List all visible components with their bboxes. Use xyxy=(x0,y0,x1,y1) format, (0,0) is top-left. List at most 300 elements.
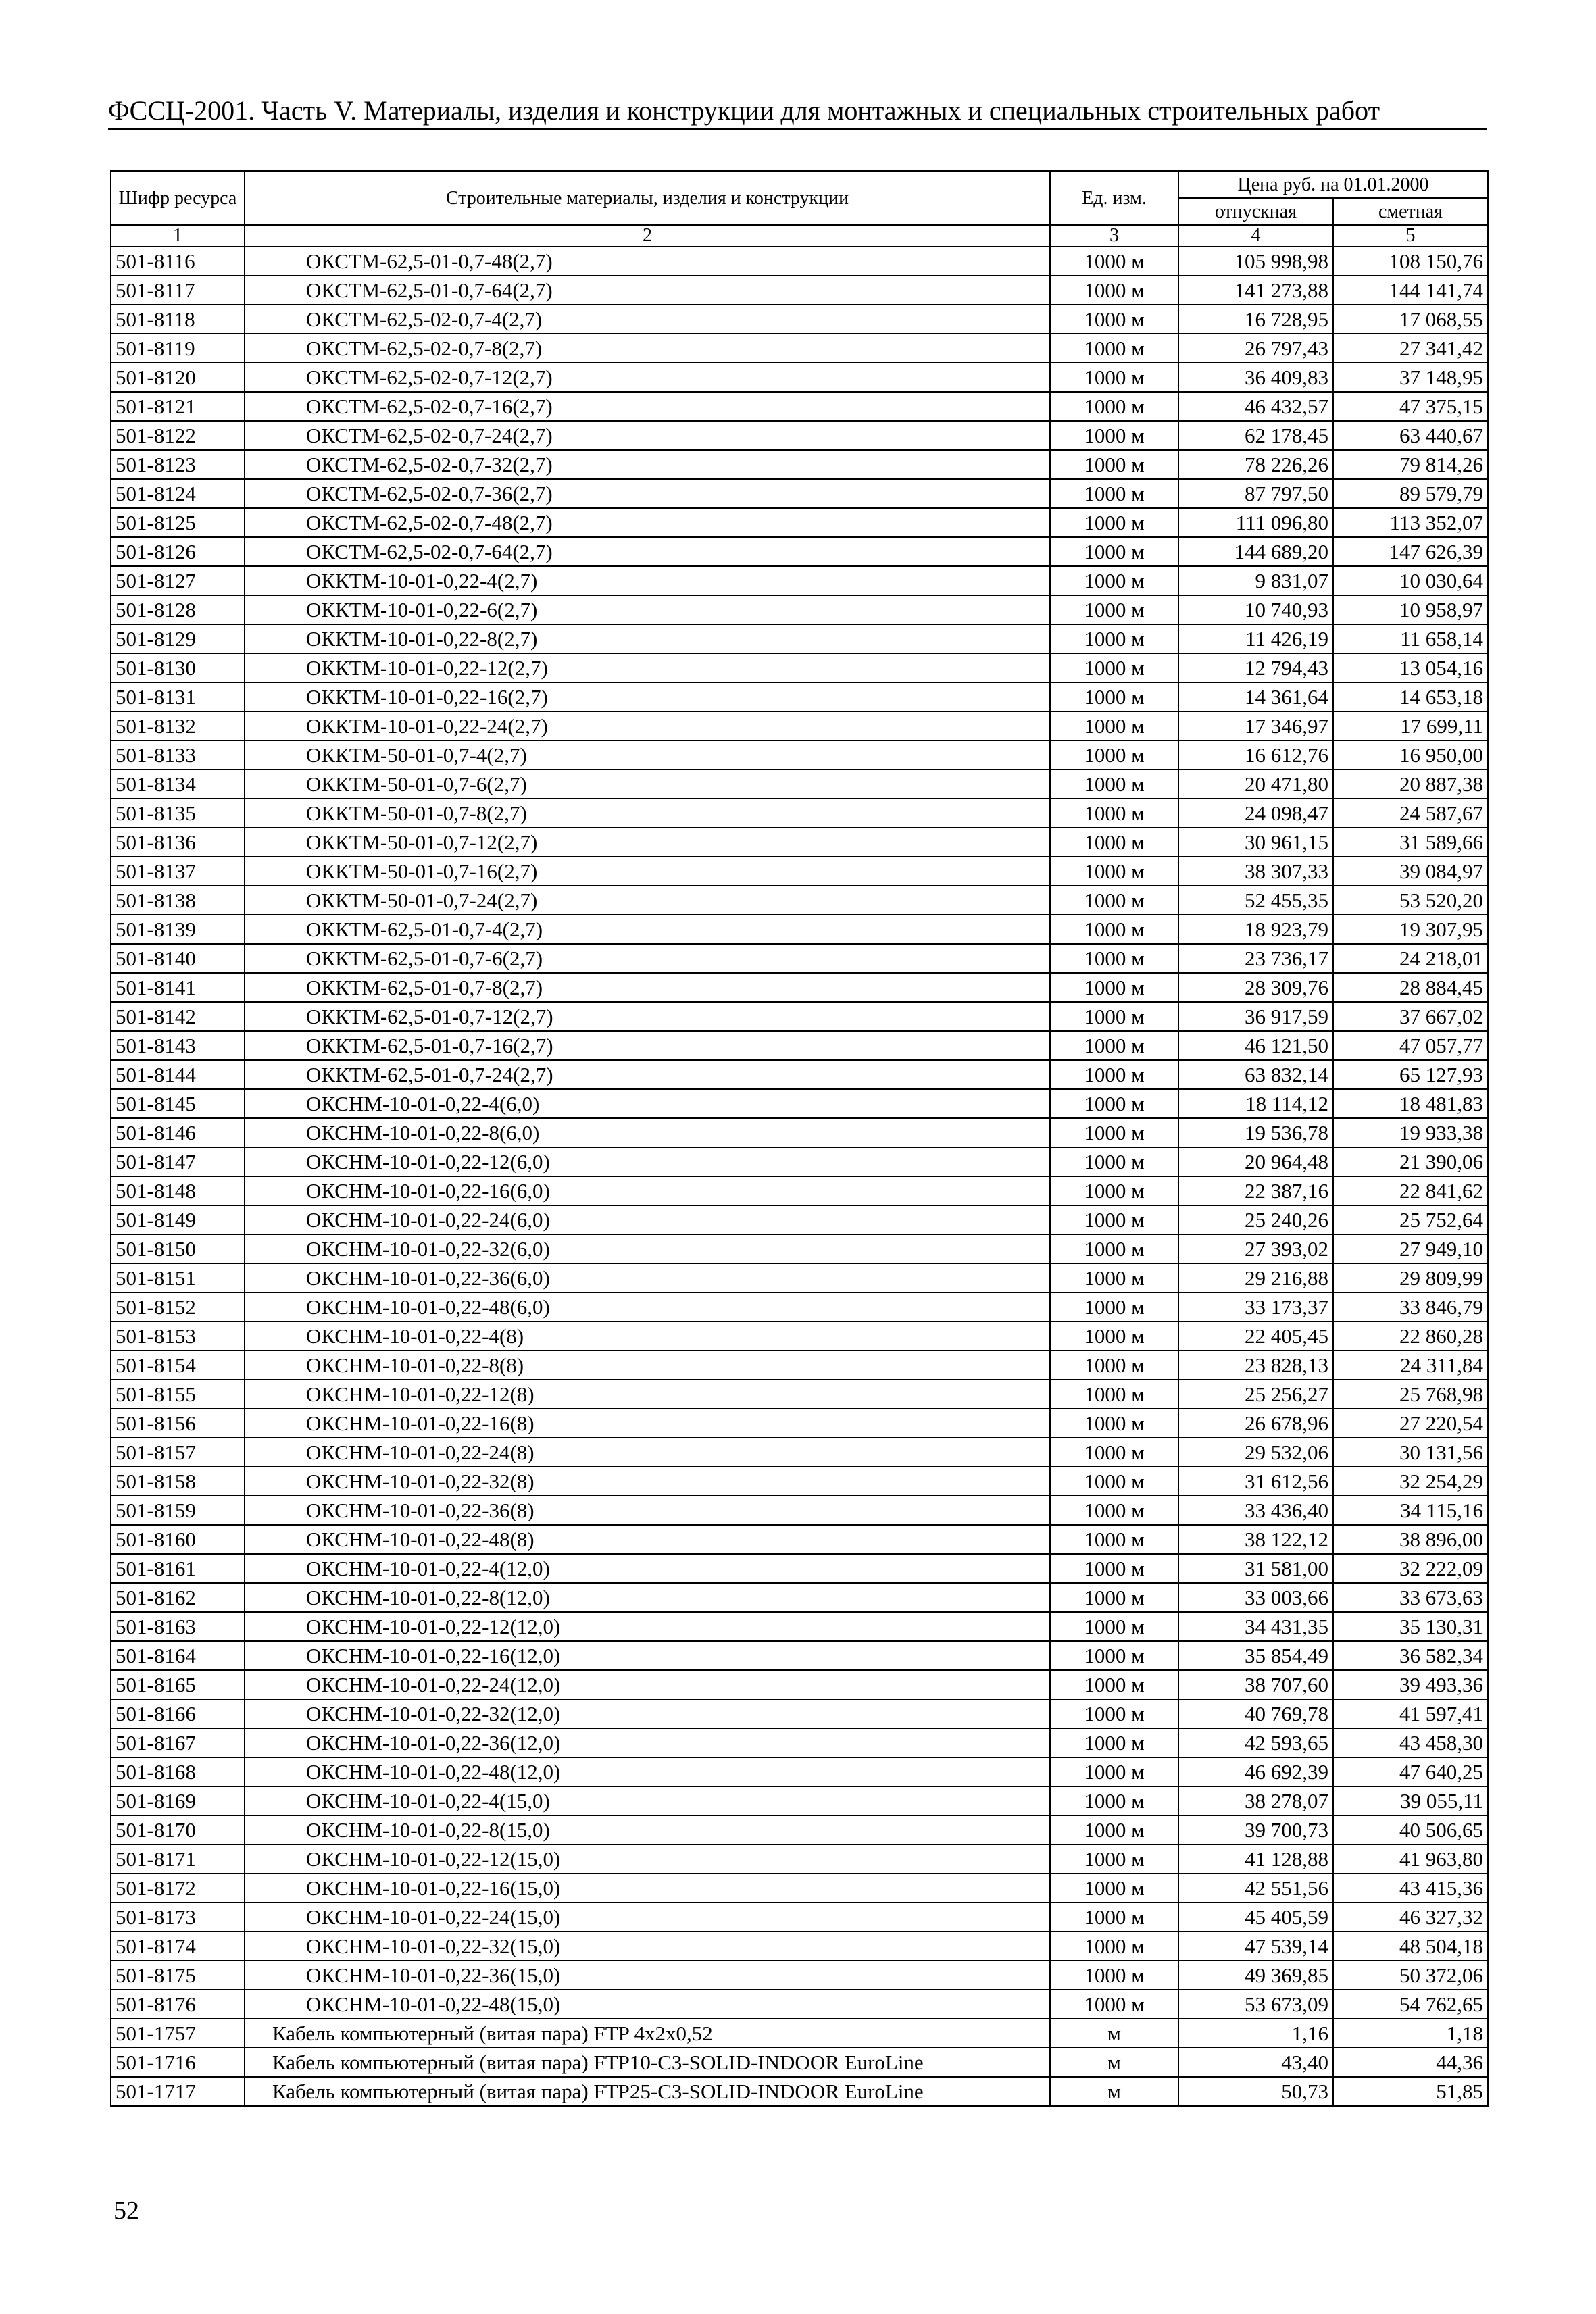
table-row xyxy=(111,1234,1488,1263)
resource-code-cell: 501-8167 xyxy=(111,1728,245,1757)
resource-code-cell: 501-8142 xyxy=(111,1002,245,1031)
unit-cell: 1000 м xyxy=(1050,1583,1178,1612)
resource-code-cell: 501-8168 xyxy=(111,1757,245,1786)
table-row xyxy=(111,392,1488,421)
estimate-price-cell: 40 506,65 xyxy=(1333,1815,1488,1844)
table-row xyxy=(111,1815,1488,1844)
release-price-cell: 62 178,45 xyxy=(1178,421,1333,450)
release-price-cell: 10 740,93 xyxy=(1178,595,1333,624)
table-row xyxy=(111,537,1488,566)
resource-code-cell: 501-8163 xyxy=(111,1612,245,1641)
unit-cell: 1000 м xyxy=(1050,247,1178,276)
unit-cell: 1000 м xyxy=(1050,1728,1178,1757)
material-name-cell: ОКСНМ-10-01-0,22-16(8) xyxy=(245,1409,1050,1438)
estimate-price-cell: 32 254,29 xyxy=(1333,1467,1488,1496)
estimate-price-cell: 47 640,25 xyxy=(1333,1757,1488,1786)
release-price-cell: 29 532,06 xyxy=(1178,1438,1333,1467)
resource-code-cell: 501-8123 xyxy=(111,450,245,479)
material-name-cell: ОКСНМ-10-01-0,22-32(8) xyxy=(245,1467,1050,1496)
resource-code-cell: 501-8126 xyxy=(111,537,245,566)
material-name-cell: ОКСНМ-10-01-0,22-48(8) xyxy=(245,1525,1050,1554)
unit-cell: 1000 м xyxy=(1050,1176,1178,1205)
estimate-price-cell: 17 068,55 xyxy=(1333,305,1488,334)
estimate-price-cell: 35 130,31 xyxy=(1333,1612,1488,1641)
release-price-cell: 141 273,88 xyxy=(1178,276,1333,305)
estimate-price-cell: 41 597,41 xyxy=(1333,1699,1488,1728)
unit-cell: 1000 м xyxy=(1050,1903,1178,1932)
estimate-price-cell: 50 372,06 xyxy=(1333,1961,1488,1990)
material-name-cell: ОККТМ-10-01-0,22-6(2,7) xyxy=(245,595,1050,624)
release-price-cell: 33 003,66 xyxy=(1178,1583,1333,1612)
release-price-cell: 46 692,39 xyxy=(1178,1757,1333,1786)
material-name-cell: ОКСНМ-10-01-0,22-24(15,0) xyxy=(245,1903,1050,1932)
table-row xyxy=(111,247,1488,276)
material-name-cell: ОКСНМ-10-01-0,22-16(12,0) xyxy=(245,1641,1050,1670)
estimate-price-cell: 34 115,16 xyxy=(1333,1496,1488,1525)
unit-cell: 1000 м xyxy=(1050,770,1178,799)
release-price-cell: 29 216,88 xyxy=(1178,1263,1333,1292)
table-row xyxy=(111,334,1488,363)
unit-cell: 1000 м xyxy=(1050,566,1178,595)
release-price-cell: 38 122,12 xyxy=(1178,1525,1333,1554)
resource-code-cell: 501-1717 xyxy=(111,2077,245,2106)
resource-code-cell: 501-8119 xyxy=(111,334,245,363)
table-row xyxy=(111,1292,1488,1322)
release-price-cell: 1,16 xyxy=(1178,2019,1333,2048)
material-name-cell: ОКСНМ-10-01-0,22-16(6,0) xyxy=(245,1176,1050,1205)
material-name-cell: ОКСНМ-10-01-0,22-32(6,0) xyxy=(245,1234,1050,1263)
release-price-cell: 105 998,98 xyxy=(1178,247,1333,276)
resource-code-cell: 501-8150 xyxy=(111,1234,245,1263)
estimate-price-cell: 1,18 xyxy=(1333,2019,1488,2048)
resource-code-cell: 501-8136 xyxy=(111,828,245,857)
table-row xyxy=(111,1844,1488,1873)
table-row xyxy=(111,595,1488,624)
table-row xyxy=(111,624,1488,653)
material-name-cell: Кабель компьютерный (витая пара) FTP 4х2х0,52 xyxy=(245,2019,1050,2048)
unit-cell: 1000 м xyxy=(1050,624,1178,653)
table-row xyxy=(111,508,1488,537)
unit-cell: 1000 м xyxy=(1050,1380,1178,1409)
resource-code-cell: 501-1757 xyxy=(111,2019,245,2048)
resource-code-cell: 501-8121 xyxy=(111,392,245,421)
release-price-cell: 18 923,79 xyxy=(1178,915,1333,944)
release-price-cell: 20 964,48 xyxy=(1178,1147,1333,1176)
table-row xyxy=(111,2048,1488,2077)
resource-code-cell: 501-8131 xyxy=(111,682,245,711)
unit-cell: 1000 м xyxy=(1050,857,1178,886)
release-price-cell: 53 673,09 xyxy=(1178,1990,1333,2019)
release-price-cell: 14 361,64 xyxy=(1178,682,1333,711)
material-name-cell: ОКСТМ-62,5-02-0,7-12(2,7) xyxy=(245,363,1050,392)
resource-code-cell: 501-8116 xyxy=(111,247,245,276)
estimate-price-cell: 37 148,95 xyxy=(1333,363,1488,392)
unit-cell: 1000 м xyxy=(1050,1844,1178,1873)
release-price-cell: 18 114,12 xyxy=(1178,1089,1333,1118)
release-price-cell: 42 551,56 xyxy=(1178,1873,1333,1903)
release-price-cell: 38 307,33 xyxy=(1178,857,1333,886)
unit-cell: 1000 м xyxy=(1050,363,1178,392)
table-row xyxy=(111,1060,1488,1089)
material-name-cell: ОКСНМ-10-01-0,22-36(12,0) xyxy=(245,1728,1050,1757)
material-name-cell: ОККТМ-62,5-01-0,7-16(2,7) xyxy=(245,1031,1050,1060)
release-price-cell: 26 678,96 xyxy=(1178,1409,1333,1438)
material-name-cell: ОКСТМ-62,5-02-0,7-24(2,7) xyxy=(245,421,1050,450)
estimate-price-cell: 54 762,65 xyxy=(1333,1990,1488,2019)
material-name-cell: ОККТМ-62,5-01-0,7-12(2,7) xyxy=(245,1002,1050,1031)
release-price-cell: 46 432,57 xyxy=(1178,392,1333,421)
material-name-cell: ОКСНМ-10-01-0,22-12(12,0) xyxy=(245,1612,1050,1641)
estimate-price-cell: 18 481,83 xyxy=(1333,1089,1488,1118)
table-row xyxy=(111,1699,1488,1728)
material-name-cell: ОКСНМ-10-01-0,22-36(8) xyxy=(245,1496,1050,1525)
material-name-cell: ОКСНМ-10-01-0,22-32(12,0) xyxy=(245,1699,1050,1728)
table-row xyxy=(111,857,1488,886)
table-row xyxy=(111,1438,1488,1467)
unit-cell: 1000 м xyxy=(1050,1932,1178,1961)
resource-code-cell: 501-8175 xyxy=(111,1961,245,1990)
estimate-price-cell: 144 141,74 xyxy=(1333,276,1488,305)
resource-code-cell: 501-8152 xyxy=(111,1292,245,1322)
release-price-cell: 22 387,16 xyxy=(1178,1176,1333,1205)
table-row xyxy=(111,1670,1488,1699)
estimate-price-cell: 22 860,28 xyxy=(1333,1322,1488,1351)
material-name-cell: ОКСНМ-10-01-0,22-48(6,0) xyxy=(245,1292,1050,1322)
material-name-cell: ОКСТМ-62,5-01-0,7-64(2,7) xyxy=(245,276,1050,305)
release-price-cell: 20 471,80 xyxy=(1178,770,1333,799)
estimate-price-cell: 32 222,09 xyxy=(1333,1554,1488,1583)
table-row xyxy=(111,1467,1488,1496)
material-name-cell: ОКСНМ-10-01-0,22-4(12,0) xyxy=(245,1554,1050,1583)
resource-code-cell: 501-8127 xyxy=(111,566,245,595)
material-name-cell: ОККТМ-50-01-0,7-16(2,7) xyxy=(245,857,1050,886)
unit-cell: 1000 м xyxy=(1050,1118,1178,1147)
page-number: 52 xyxy=(114,2196,139,2225)
material-name-cell: ОКСНМ-10-01-0,22-4(15,0) xyxy=(245,1786,1050,1815)
table-row xyxy=(111,2077,1488,2106)
release-price-cell: 25 240,26 xyxy=(1178,1205,1333,1234)
table-row xyxy=(111,566,1488,595)
release-price-cell: 42 593,65 xyxy=(1178,1728,1333,1757)
unit-cell: 1000 м xyxy=(1050,1205,1178,1234)
resource-code-cell: 501-8165 xyxy=(111,1670,245,1699)
resource-code-cell: 501-8120 xyxy=(111,363,245,392)
release-price-cell: 38 278,07 xyxy=(1178,1786,1333,1815)
estimate-price-cell: 36 582,34 xyxy=(1333,1641,1488,1670)
material-name-cell: ОКСНМ-10-01-0,22-48(12,0) xyxy=(245,1757,1050,1786)
resource-code-cell: 501-8130 xyxy=(111,653,245,682)
resource-code-cell: 501-8128 xyxy=(111,595,245,624)
material-name-cell: ОКСТМ-62,5-02-0,7-16(2,7) xyxy=(245,392,1050,421)
table-row xyxy=(111,1496,1488,1525)
material-name-cell: ОКСНМ-10-01-0,22-32(15,0) xyxy=(245,1932,1050,1961)
table-row xyxy=(111,276,1488,305)
table-row xyxy=(111,1961,1488,1990)
table-row xyxy=(111,1932,1488,1961)
resource-code-cell: 501-8157 xyxy=(111,1438,245,1467)
resource-code-cell: 501-8146 xyxy=(111,1118,245,1147)
unit-cell: 1000 м xyxy=(1050,392,1178,421)
unit-cell: 1000 м xyxy=(1050,944,1178,973)
estimate-price-cell: 13 054,16 xyxy=(1333,653,1488,682)
estimate-price-cell: 108 150,76 xyxy=(1333,247,1488,276)
resource-code-cell: 501-8147 xyxy=(111,1147,245,1176)
table-row xyxy=(111,1205,1488,1234)
estimate-price-cell: 29 809,99 xyxy=(1333,1263,1488,1292)
estimate-price-cell: 24 218,01 xyxy=(1333,944,1488,973)
estimate-price-cell: 10 030,64 xyxy=(1333,566,1488,595)
release-price-cell: 46 121,50 xyxy=(1178,1031,1333,1060)
material-name-cell: ОКСНМ-10-01-0,22-12(6,0) xyxy=(245,1147,1050,1176)
resource-code-cell: 501-8154 xyxy=(111,1351,245,1380)
table-row xyxy=(111,1002,1488,1031)
estimate-price-cell: 147 626,39 xyxy=(1333,537,1488,566)
release-price-cell: 31 581,00 xyxy=(1178,1554,1333,1583)
table-row xyxy=(111,363,1488,392)
unit-cell: 1000 м xyxy=(1050,1467,1178,1496)
release-price-cell: 43,40 xyxy=(1178,2048,1333,2077)
unit-cell: м xyxy=(1050,2077,1178,2106)
page-header-title: ФССЦ-2001. Часть V. Материалы, изделия и конструкции для монтажных и специальных строительных работ xyxy=(108,95,1487,130)
material-name-cell: ОКСНМ-10-01-0,22-8(8) xyxy=(245,1351,1050,1380)
unit-cell: 1000 м xyxy=(1050,334,1178,363)
material-name-cell: ОКСТМ-62,5-02-0,7-64(2,7) xyxy=(245,537,1050,566)
unit-cell: 1000 м xyxy=(1050,799,1178,828)
resource-code-cell: 501-8153 xyxy=(111,1322,245,1351)
table-row xyxy=(111,1031,1488,1060)
estimate-price-cell: 39 084,97 xyxy=(1333,857,1488,886)
unit-cell: м xyxy=(1050,2019,1178,2048)
estimate-price-cell: 41 963,80 xyxy=(1333,1844,1488,1873)
resource-code-cell: 501-8124 xyxy=(111,479,245,508)
estimate-price-cell: 37 667,02 xyxy=(1333,1002,1488,1031)
estimate-price-cell: 38 896,00 xyxy=(1333,1525,1488,1554)
resource-code-cell: 501-8138 xyxy=(111,886,245,915)
material-name-cell: ОККТМ-10-01-0,22-12(2,7) xyxy=(245,653,1050,682)
resource-code-cell: 501-8137 xyxy=(111,857,245,886)
release-price-cell: 16 612,76 xyxy=(1178,740,1333,770)
table-row xyxy=(111,944,1488,973)
header-name: Строительные материалы, изделия и конструкции xyxy=(245,171,1050,225)
unit-cell: м xyxy=(1050,2048,1178,2077)
unit-cell: 1000 м xyxy=(1050,1438,1178,1467)
unit-cell: 1000 м xyxy=(1050,1351,1178,1380)
unit-cell: 1000 м xyxy=(1050,828,1178,857)
unit-cell: 1000 м xyxy=(1050,508,1178,537)
table-row xyxy=(111,740,1488,770)
unit-cell: 1000 м xyxy=(1050,421,1178,450)
material-name-cell: ОККТМ-50-01-0,7-6(2,7) xyxy=(245,770,1050,799)
release-price-cell: 38 707,60 xyxy=(1178,1670,1333,1699)
resource-code-cell: 501-8155 xyxy=(111,1380,245,1409)
material-name-cell: ОКСНМ-10-01-0,22-36(15,0) xyxy=(245,1961,1050,1990)
material-name-cell: ОКСНМ-10-01-0,22-4(6,0) xyxy=(245,1089,1050,1118)
table-row xyxy=(111,915,1488,944)
table-row xyxy=(111,1873,1488,1903)
material-name-cell: ОКСНМ-10-01-0,22-12(15,0) xyxy=(245,1844,1050,1873)
table-row xyxy=(111,1147,1488,1176)
resource-code-cell: 501-8125 xyxy=(111,508,245,537)
release-price-cell: 25 256,27 xyxy=(1178,1380,1333,1409)
material-name-cell: ОКСНМ-10-01-0,22-36(6,0) xyxy=(245,1263,1050,1292)
estimate-price-cell: 65 127,93 xyxy=(1333,1060,1488,1089)
estimate-price-cell: 25 752,64 xyxy=(1333,1205,1488,1234)
table-row xyxy=(111,653,1488,682)
material-name-cell: ОККТМ-10-01-0,22-8(2,7) xyxy=(245,624,1050,653)
unit-cell: 1000 м xyxy=(1050,1641,1178,1670)
estimate-price-cell: 28 884,45 xyxy=(1333,973,1488,1002)
estimate-price-cell: 24 587,67 xyxy=(1333,799,1488,828)
estimate-price-cell: 20 887,38 xyxy=(1333,770,1488,799)
unit-cell: 1000 м xyxy=(1050,915,1178,944)
table-row xyxy=(111,1612,1488,1641)
table-row xyxy=(111,711,1488,740)
column-number: 5 xyxy=(1333,225,1488,247)
release-price-cell: 36 917,59 xyxy=(1178,1002,1333,1031)
unit-cell: 1000 м xyxy=(1050,305,1178,334)
unit-cell: 1000 м xyxy=(1050,1786,1178,1815)
table-row xyxy=(111,450,1488,479)
material-name-cell: ОКСНМ-10-01-0,22-16(15,0) xyxy=(245,1873,1050,1903)
release-price-cell: 31 612,56 xyxy=(1178,1467,1333,1496)
table-row xyxy=(111,1089,1488,1118)
resource-code-cell: 501-8122 xyxy=(111,421,245,450)
release-price-cell: 23 736,17 xyxy=(1178,944,1333,973)
resource-code-cell: 501-8133 xyxy=(111,740,245,770)
unit-cell: 1000 м xyxy=(1050,1292,1178,1322)
unit-cell: 1000 м xyxy=(1050,886,1178,915)
unit-cell: 1000 м xyxy=(1050,1554,1178,1583)
unit-cell: 1000 м xyxy=(1050,653,1178,682)
resource-code-cell: 501-8173 xyxy=(111,1903,245,1932)
column-number: 1 xyxy=(111,225,245,247)
estimate-price-cell: 43 458,30 xyxy=(1333,1728,1488,1757)
resource-code-cell: 501-8156 xyxy=(111,1409,245,1438)
unit-cell: 1000 м xyxy=(1050,1089,1178,1118)
release-price-cell: 24 098,47 xyxy=(1178,799,1333,828)
unit-cell: 1000 м xyxy=(1050,973,1178,1002)
unit-cell: 1000 м xyxy=(1050,1525,1178,1554)
unit-cell: 1000 м xyxy=(1050,1815,1178,1844)
resource-code-cell: 501-8169 xyxy=(111,1786,245,1815)
table-row xyxy=(111,973,1488,1002)
release-price-cell: 63 832,14 xyxy=(1178,1060,1333,1089)
material-name-cell: ОКСТМ-62,5-01-0,7-48(2,7) xyxy=(245,247,1050,276)
estimate-price-cell: 21 390,06 xyxy=(1333,1147,1488,1176)
estimate-price-cell: 27 341,42 xyxy=(1333,334,1488,363)
column-number: 4 xyxy=(1178,225,1333,247)
release-price-cell: 12 794,43 xyxy=(1178,653,1333,682)
release-price-cell: 39 700,73 xyxy=(1178,1815,1333,1844)
unit-cell: 1000 м xyxy=(1050,1002,1178,1031)
table-row xyxy=(111,1409,1488,1438)
resource-code-cell: 501-8118 xyxy=(111,305,245,334)
unit-cell: 1000 м xyxy=(1050,1873,1178,1903)
table-row xyxy=(111,1990,1488,2019)
release-price-cell: 47 539,14 xyxy=(1178,1932,1333,1961)
unit-cell: 1000 м xyxy=(1050,1409,1178,1438)
header-release-price: отпускная xyxy=(1178,198,1333,225)
material-name-cell: Кабель компьютерный (витая пара) FTP10-C3-SOLID-INDOOR EuroLine xyxy=(245,2048,1050,2077)
estimate-price-cell: 33 846,79 xyxy=(1333,1292,1488,1322)
table-row xyxy=(111,1351,1488,1380)
release-price-cell: 27 393,02 xyxy=(1178,1234,1333,1263)
estimate-price-cell: 39 055,11 xyxy=(1333,1786,1488,1815)
table-row xyxy=(111,305,1488,334)
release-price-cell: 35 854,49 xyxy=(1178,1641,1333,1670)
resource-code-cell: 501-8148 xyxy=(111,1176,245,1205)
resource-code-cell: 501-8166 xyxy=(111,1699,245,1728)
unit-cell: 1000 м xyxy=(1050,479,1178,508)
resource-code-cell: 501-1716 xyxy=(111,2048,245,2077)
release-price-cell: 17 346,97 xyxy=(1178,711,1333,740)
estimate-price-cell: 48 504,18 xyxy=(1333,1932,1488,1961)
table-row xyxy=(111,1525,1488,1554)
unit-cell: 1000 м xyxy=(1050,1031,1178,1060)
resource-code-cell: 501-8141 xyxy=(111,973,245,1002)
resource-code-cell: 501-8159 xyxy=(111,1496,245,1525)
material-name-cell: ОККТМ-10-01-0,22-16(2,7) xyxy=(245,682,1050,711)
table-row xyxy=(111,2019,1488,2048)
material-name-cell: ОКСНМ-10-01-0,22-24(8) xyxy=(245,1438,1050,1467)
table-row xyxy=(111,1322,1488,1351)
table-row xyxy=(111,1176,1488,1205)
table-row xyxy=(111,1583,1488,1612)
material-name-cell: ОККТМ-10-01-0,22-24(2,7) xyxy=(245,711,1050,740)
resource-code-cell: 501-8174 xyxy=(111,1932,245,1961)
release-price-cell: 78 226,26 xyxy=(1178,450,1333,479)
material-name-cell: ОККТМ-50-01-0,7-12(2,7) xyxy=(245,828,1050,857)
estimate-price-cell: 47 057,77 xyxy=(1333,1031,1488,1060)
table-row xyxy=(111,682,1488,711)
release-price-cell: 40 769,78 xyxy=(1178,1699,1333,1728)
release-price-cell: 22 405,45 xyxy=(1178,1322,1333,1351)
estimate-price-cell: 17 699,11 xyxy=(1333,711,1488,740)
estimate-price-cell: 27 949,10 xyxy=(1333,1234,1488,1263)
estimate-price-cell: 27 220,54 xyxy=(1333,1409,1488,1438)
estimate-price-cell: 14 653,18 xyxy=(1333,682,1488,711)
unit-cell: 1000 м xyxy=(1050,1612,1178,1641)
resource-code-cell: 501-8176 xyxy=(111,1990,245,2019)
estimate-price-cell: 16 950,00 xyxy=(1333,740,1488,770)
material-name-cell: ОККТМ-62,5-01-0,7-24(2,7) xyxy=(245,1060,1050,1089)
table-row xyxy=(111,1903,1488,1932)
release-price-cell: 45 405,59 xyxy=(1178,1903,1333,1932)
material-name-cell: ОККТМ-10-01-0,22-4(2,7) xyxy=(245,566,1050,595)
material-name-cell: ОКСНМ-10-01-0,22-8(6,0) xyxy=(245,1118,1050,1147)
release-price-cell: 11 426,19 xyxy=(1178,624,1333,653)
estimate-price-cell: 31 589,66 xyxy=(1333,828,1488,857)
release-price-cell: 52 455,35 xyxy=(1178,886,1333,915)
estimate-price-cell: 11 658,14 xyxy=(1333,624,1488,653)
column-number: 3 xyxy=(1050,225,1178,247)
release-price-cell: 36 409,83 xyxy=(1178,363,1333,392)
estimate-price-cell: 113 352,07 xyxy=(1333,508,1488,537)
material-name-cell: ОККТМ-62,5-01-0,7-6(2,7) xyxy=(245,944,1050,973)
release-price-cell: 9 831,07 xyxy=(1178,566,1333,595)
resource-code-cell: 501-8172 xyxy=(111,1873,245,1903)
unit-cell: 1000 м xyxy=(1050,1060,1178,1089)
resource-code-cell: 501-8158 xyxy=(111,1467,245,1496)
header-code: Шифр ресурса xyxy=(111,171,245,225)
release-price-cell: 111 096,80 xyxy=(1178,508,1333,537)
estimate-price-cell: 63 440,67 xyxy=(1333,421,1488,450)
resource-code-cell: 501-8135 xyxy=(111,799,245,828)
unit-cell: 1000 м xyxy=(1050,1234,1178,1263)
estimate-price-cell: 25 768,98 xyxy=(1333,1380,1488,1409)
unit-cell: 1000 м xyxy=(1050,450,1178,479)
unit-cell: 1000 м xyxy=(1050,276,1178,305)
